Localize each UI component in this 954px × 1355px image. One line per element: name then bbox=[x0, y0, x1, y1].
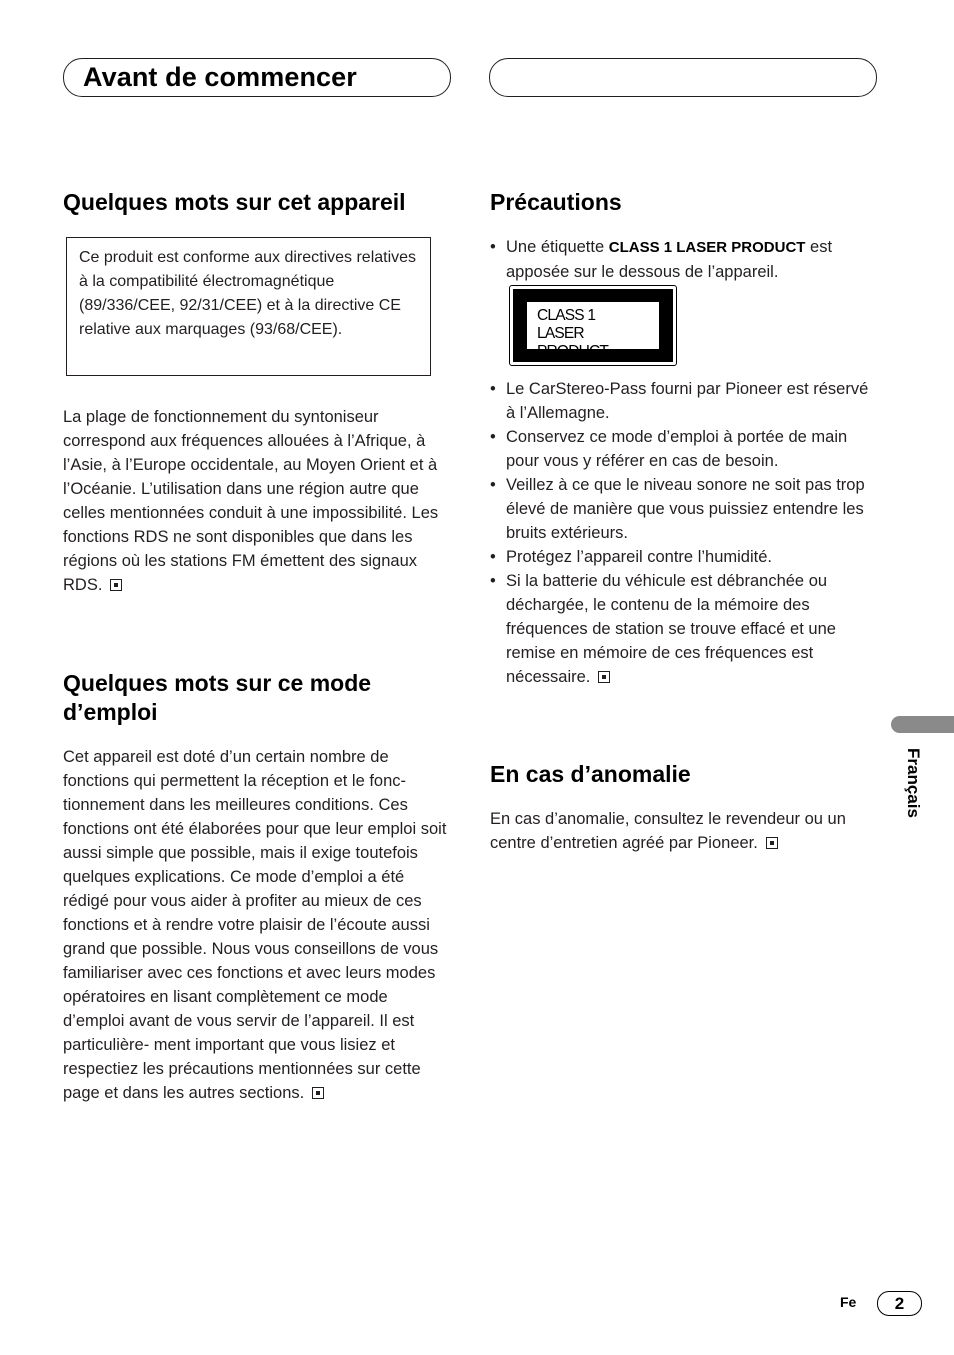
list-item: • Si la batterie du véhicule est débranchée ou déchargée, le contenu de la mémoire des fréquences de station se trouve effacé et une remise en mémoire de ces fréquences est nécessaire. bbox=[490, 569, 880, 689]
header-empty-frame bbox=[489, 58, 877, 97]
laser-product-label bbox=[509, 285, 677, 366]
compliance-note-box bbox=[66, 237, 431, 376]
end-of-section-icon bbox=[312, 1087, 324, 1099]
list-item: • Le CarStereo-Pass fourni par Pioneer est réservé à l’Allemagne. bbox=[490, 377, 880, 425]
section-heading-anomalie: En cas d’anomalie bbox=[490, 761, 691, 787]
laser-label-line1: CLASS 1 bbox=[537, 307, 596, 324]
list-item: • Une étiquette CLASS 1 LASER PRODUCT est apposée sur le dessous de l’appareil. bbox=[490, 235, 880, 284]
anomalie-text: En cas d’anomalie, consultez le revendeur ou un centre d’entretien agréé par Pioneer. bbox=[490, 810, 846, 852]
language-tab-label: Français bbox=[904, 748, 923, 818]
end-of-section-icon bbox=[110, 579, 122, 591]
section-heading-precautions: Précautions bbox=[490, 189, 622, 215]
page-title: Avant de commencer bbox=[83, 62, 357, 92]
tuner-range-text: La plage de fonctionnement du syntoniseur correspond aux fréquences allouées à l’Afrique, à l’Asie, à l’Europe occidentale, au Moyen Orient et à l’Océanie. L’utilisation dans une région autre que celles mentionnées conduit à une impossibilité. Les fonctions RDS ne sont disponibles que dans les régions où les stations FM émettent des signaux RDS. bbox=[63, 408, 439, 594]
precautions-first-list bbox=[490, 235, 880, 284]
section-heading-appareil: Quelques mots sur cet appareil bbox=[63, 189, 406, 215]
laser-label-line2: LASER PRODUCT bbox=[537, 325, 609, 360]
end-of-section-icon bbox=[598, 671, 610, 683]
precautions-list bbox=[490, 377, 880, 689]
footer-language-code: Fe bbox=[840, 1294, 857, 1310]
language-tab-marker bbox=[891, 716, 954, 733]
list-item: • Protégez l’appareil contre l’humidité. bbox=[490, 545, 880, 569]
list-item: • Veillez à ce que le niveau sonore ne soit pas trop élevé de manière que vous puissiez entendre les bruits extérieurs. bbox=[490, 473, 880, 545]
laser-product-bold: CLASS 1 LASER PRODUCT bbox=[608, 239, 806, 256]
header-title-frame bbox=[63, 58, 451, 97]
anomalie-paragraph bbox=[490, 807, 865, 855]
page-number: 2 bbox=[877, 1291, 922, 1316]
section-heading-mode-emploi: Quelques mots sur ce mode d’emploi bbox=[63, 670, 372, 725]
compliance-note-text: Ce produit est conforme aux directives relatives à la compatibilité électromagnétique (89/336/CEE, 92/31/CEE) et à la directive CE relative aux marquages (93/68/CEE). bbox=[79, 249, 417, 338]
tuner-range-paragraph bbox=[63, 405, 453, 597]
manual-intro-paragraph bbox=[63, 745, 453, 1105]
end-of-section-icon bbox=[766, 837, 778, 849]
manual-intro-text: Cet appareil est doté d’un certain nombre de fonctions qui permettent la réception et le fonc- tionnement dans les meilleures conditions. Ces fonctions ont été élaborées pour que leur emploi soit aussi simple que possible, mais il exige toutefois quelques explications. Ce mode d’emploi a été rédigé pour vous aider à profiter au mieux de ces fonctions et à rendre votre plaisir de l’écoute aussi grand que possible. Nous vous conseillons de vous familiariser avec ces fonctions et avec leurs modes opératoires en lisant complètement ce mode d’emploi avant de vous servir de l’appareil. Il est particulière- ment important que vous lisiez et respectiez les précautions mentionnées sur cette page et dans les autres sections. bbox=[63, 748, 447, 1102]
list-item: • Conservez ce mode d’emploi à portée de main pour vous y référer en cas de besoin. bbox=[490, 425, 880, 473]
